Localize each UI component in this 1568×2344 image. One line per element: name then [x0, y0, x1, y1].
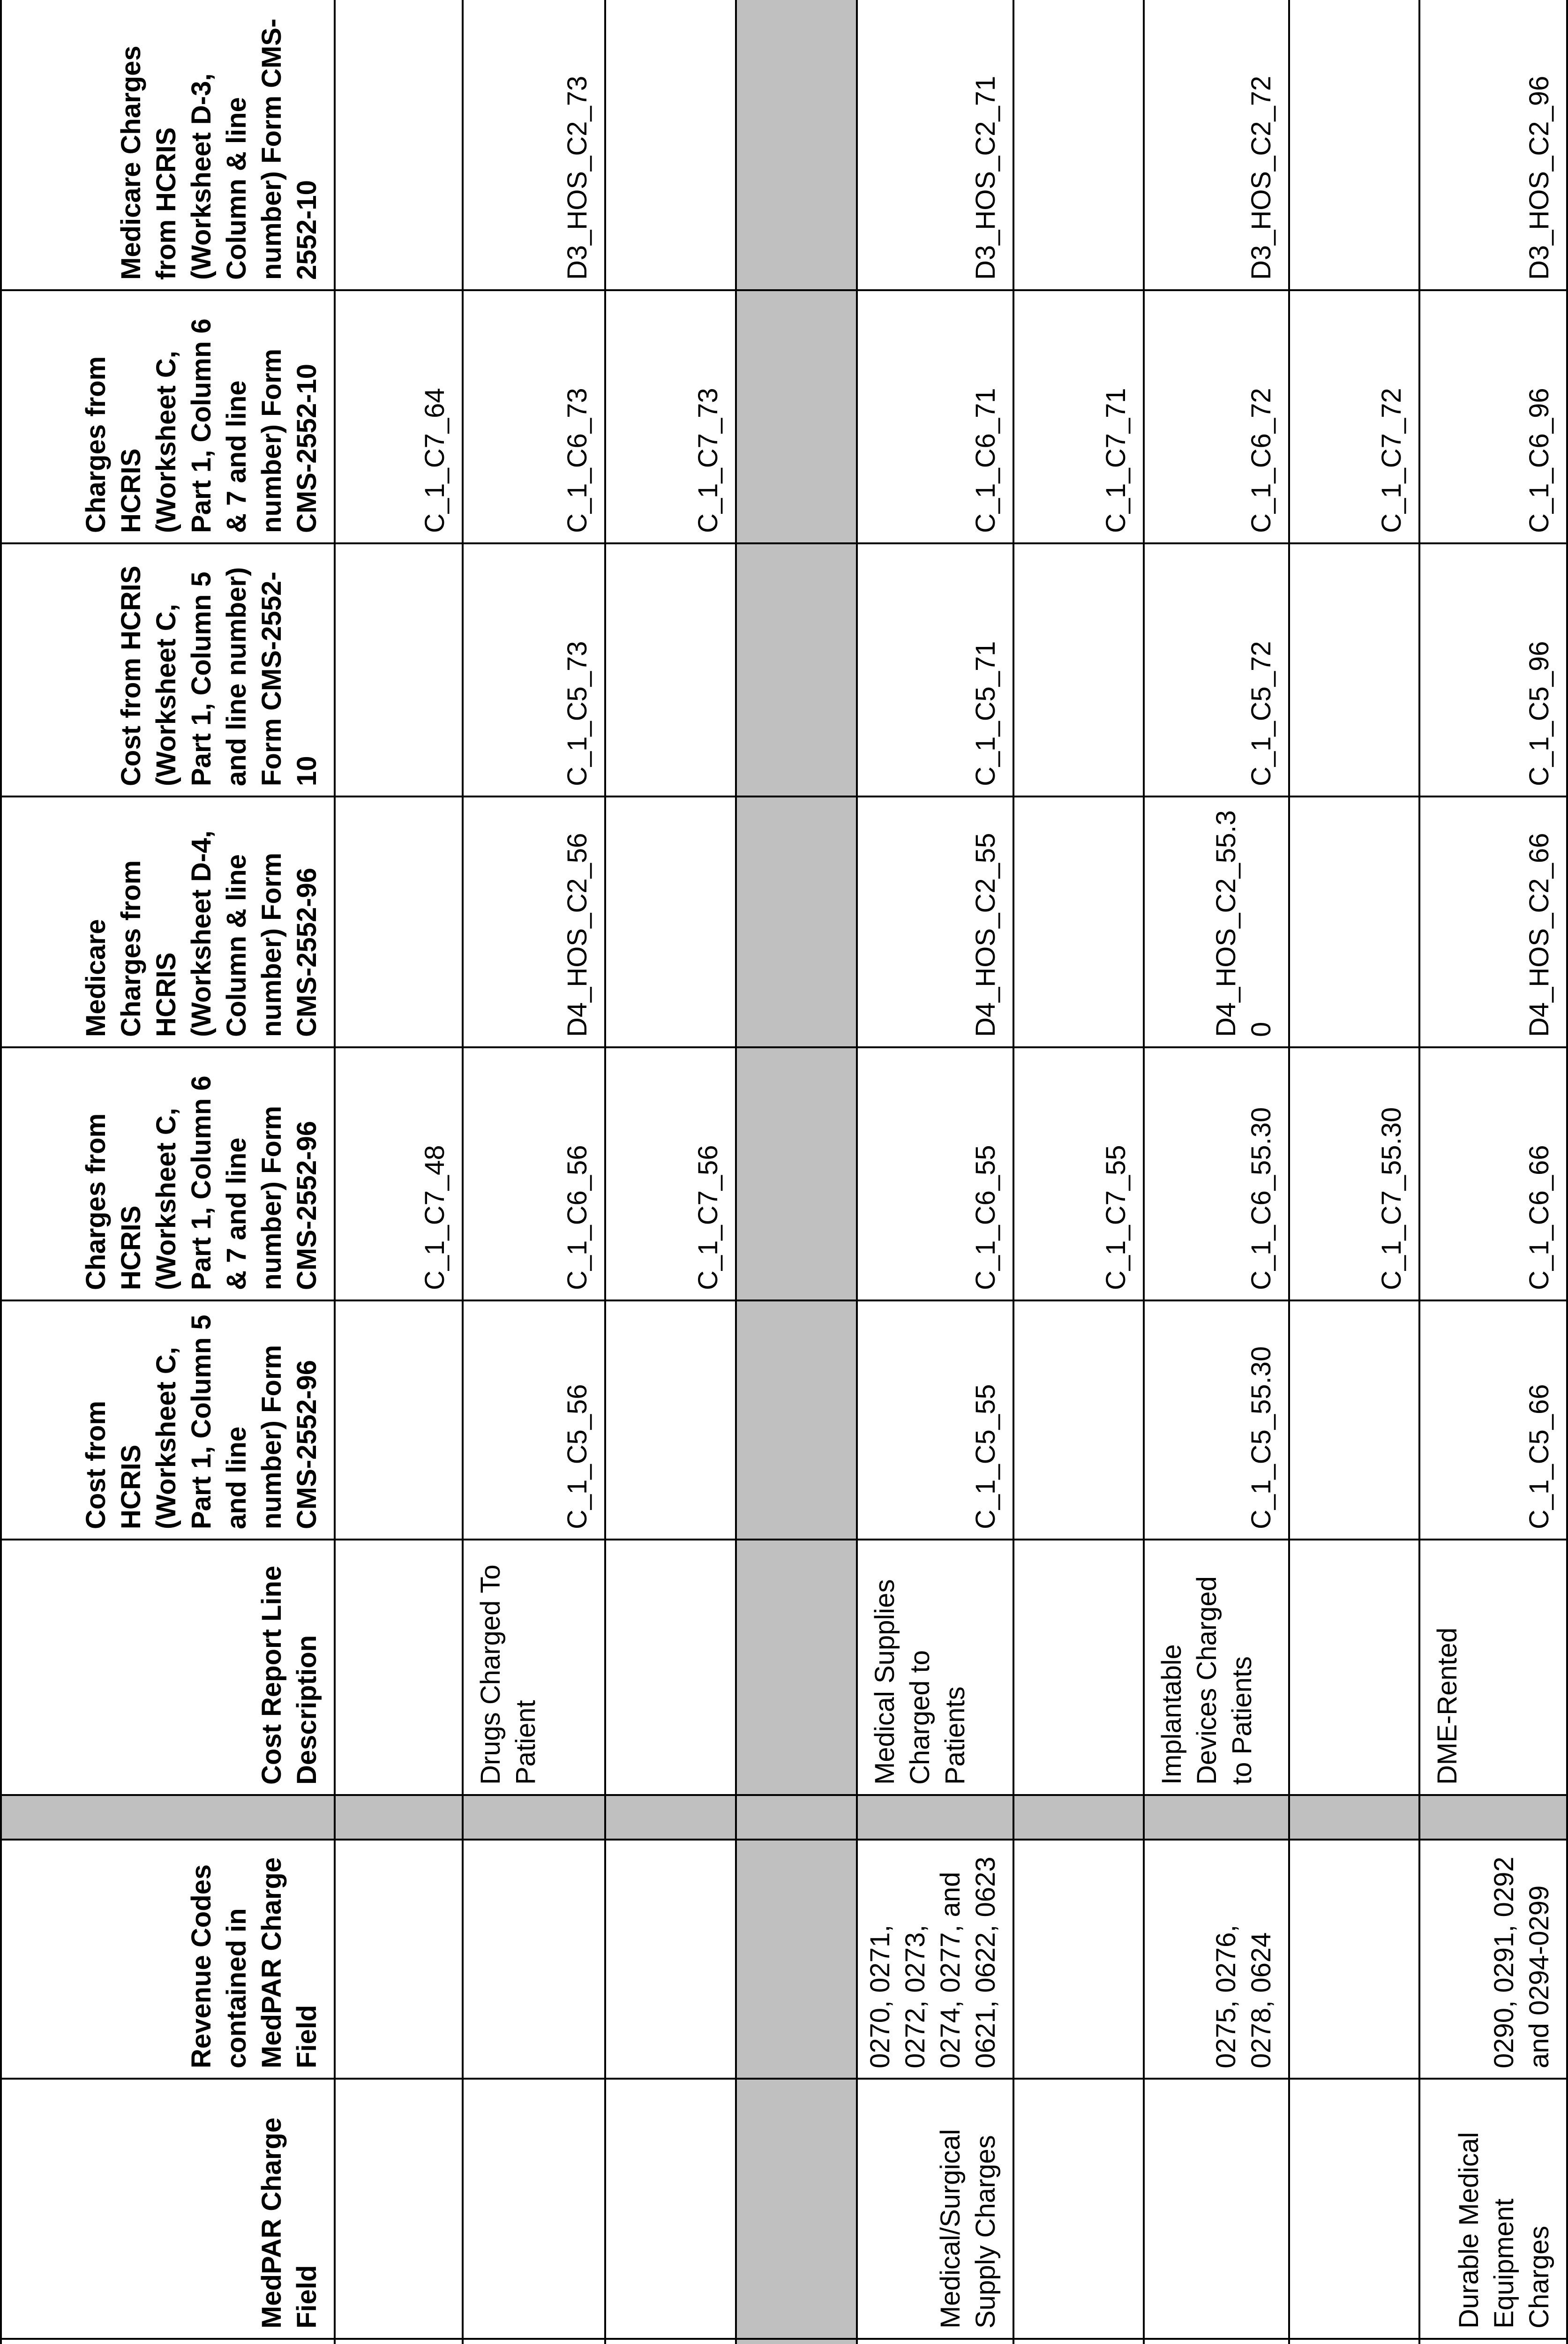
cell-medicare-10: [463, 0, 605, 290]
cell-cost-96: [605, 1300, 736, 1540]
cell-description: [736, 1540, 857, 1795]
cell-medicare-10: [1419, 0, 1567, 290]
column-header-medicare-10: [1, 0, 335, 290]
shaded-separator-cell: [1289, 1795, 1420, 1840]
cell-description: [463, 1540, 605, 1795]
cell-description: [335, 1540, 463, 1795]
cell-group: [736, 2339, 857, 2344]
cell-medpar: [1144, 2079, 1289, 2339]
cell-text: 0270, 0271, 0272, 0273, 0274, 0277, and 0621, 0622, 0623: [864, 1856, 1001, 2068]
cell-revenue: [1013, 1840, 1144, 2079]
cell-cost-10: [1289, 543, 1420, 796]
cell-charges-10: [1013, 290, 1144, 543]
cell-charges-96: [1013, 1047, 1144, 1300]
table-row: [1013, 0, 1144, 2344]
cell-text: C_1_C7_48: [420, 1145, 450, 1290]
cell-text: C_1_C6_66: [1524, 1145, 1554, 1290]
cell-charges-96: [857, 1047, 1013, 1300]
cell-medicare-96: [463, 796, 605, 1047]
shaded-separator-cell: [1419, 1795, 1567, 1840]
cell-revenue: [605, 1840, 736, 2079]
cell-description: [1144, 1540, 1289, 1795]
shaded-separator-cell: [335, 1795, 463, 1840]
cell-charges-96: [463, 1047, 605, 1300]
cell-text: D3_HOS_C2_72: [1245, 75, 1276, 280]
shaded-separator-cell: [463, 1795, 605, 1840]
cell-cost-96: [736, 1300, 857, 1540]
cell-text: 0275, 0276, 0278, 0624: [1210, 1924, 1276, 2068]
cell-cost-10: [1419, 543, 1567, 796]
cell-text: C_1_C5_56: [562, 1384, 593, 1529]
cell-medicare-10: [335, 0, 463, 290]
shaded-separator-cell: [1144, 1795, 1289, 1840]
column-header-revenue: [1, 1840, 335, 2079]
cell-medicare-10: [605, 0, 736, 290]
cell-text: C_1_C6_55: [970, 1145, 1001, 1290]
cell-charges-96: [605, 1047, 736, 1300]
shaded-separator-cell: [1013, 1795, 1144, 1840]
cell-text: C_1_C5_66: [1524, 1384, 1554, 1529]
cell-cost-10: [605, 543, 736, 796]
table-row: [605, 0, 736, 2344]
cell-group: [1144, 2339, 1289, 2344]
cell-charges-10: [335, 290, 463, 543]
cell-medpar: [1419, 2079, 1567, 2339]
cell-text: C_1_C6_72: [1245, 388, 1276, 533]
cell-text: D3_HOS_C2_71: [970, 75, 1001, 280]
cell-text: Implantable Devices Charged to Patients: [1156, 1576, 1258, 1785]
cell-cost-96: [335, 1300, 463, 1540]
cell-charges-10: [1419, 290, 1567, 543]
cell-revenue: [857, 1840, 1013, 2079]
cell-cost-10: [736, 543, 857, 796]
column-header-charges-10: [1, 290, 335, 543]
cell-group: [1289, 2339, 1420, 2344]
column-header-label: Cost from HCRIS (Worksheet C, Part 1, Column 5 and line number) Form CMS-2552-96: [80, 1315, 322, 1529]
cell-revenue: [736, 1840, 857, 2079]
cell-group: [335, 2339, 463, 2344]
column-header-label: Cost Report Line Description: [256, 1565, 322, 1785]
cell-text: Medical/Surgical Supply Charges: [935, 2129, 1001, 2329]
cell-cost-10: [857, 543, 1013, 796]
column-header-cost-96: [1, 1300, 335, 1540]
header-row: [1, 0, 335, 2344]
cell-medicare-96: [1289, 796, 1420, 1047]
cell-medicare-10: [857, 0, 1013, 290]
cell-medicare-96: [857, 796, 1013, 1047]
cell-text: DME-Rented: [1432, 1627, 1463, 1785]
table-row: [463, 0, 605, 2344]
cell-text: C_1_C7_56: [692, 1145, 723, 1290]
cell-medpar: [1013, 2079, 1144, 2339]
column-header-label: Charges from HCRIS (Worksheet C, Part 1, Column 6 & 7 and line number) Form CMS-2552-10: [80, 318, 322, 533]
cell-cost-96: [1144, 1300, 1289, 1540]
table-row: [335, 0, 463, 2344]
cell-revenue: [1289, 1840, 1420, 2079]
cell-cost-96: [857, 1300, 1013, 1540]
cell-description: [1013, 1540, 1144, 1795]
cell-description: [1289, 1540, 1420, 1795]
cell-revenue: [463, 1840, 605, 2079]
column-header-medpar: [1, 2079, 335, 2339]
column-header-label: Medicare Charges from HCRIS (Worksheet D-4, Column & line number) Form CMS-2552-96: [80, 830, 322, 1037]
table-row: [1144, 0, 1289, 2344]
cell-text: C_1_C7_64: [420, 388, 450, 533]
cell-text: C_1_C6_56: [562, 1145, 593, 1290]
column-header-charges-96: [1, 1047, 335, 1300]
cell-medpar: [605, 2079, 736, 2339]
shaded-separator-cell: [1, 1795, 335, 1840]
cell-medicare-96: [736, 796, 857, 1047]
cell-charges-96: [736, 1047, 857, 1300]
column-header-description: [1, 1540, 335, 1795]
cell-cost-96: [463, 1300, 605, 1540]
shaded-separator-row: [736, 0, 857, 2344]
cell-medpar: [463, 2079, 605, 2339]
cell-text: D4_HOS_C2_66: [1524, 833, 1554, 1037]
cell-text: C_1_C5_96: [1524, 641, 1554, 786]
table-row: [857, 0, 1013, 2344]
cell-cost-10: [335, 543, 463, 796]
cell-description: [1419, 1540, 1567, 1795]
cell-description: [857, 1540, 1013, 1795]
shaded-separator-cell: [605, 1795, 736, 1840]
column-header-label: MedPAR Charge Field: [256, 2117, 322, 2329]
cell-text: D4_HOS_C2_55: [970, 833, 1001, 1037]
table-row: [1289, 0, 1420, 2344]
cell-text: C_1_C7_71: [1101, 388, 1132, 533]
cell-charges-96: [1289, 1047, 1420, 1300]
cell-text: 0290, 0291, 0292 and 0294-0299: [1489, 1856, 1554, 2068]
cell-medicare-96: [1013, 796, 1144, 1047]
cell-text: C_1_C5_73: [562, 641, 593, 786]
cell-charges-10: [463, 290, 605, 543]
cell-cost-96: [1419, 1300, 1567, 1540]
column-header-label: Cost from HCRIS (Worksheet C, Part 1, Column 5 and line number) Form CMS-2552-10: [115, 565, 322, 786]
cell-charges-96: [335, 1047, 463, 1300]
cell-charges-10: [605, 290, 736, 543]
cell-text: C_1_C6_71: [970, 388, 1001, 533]
cell-text: C_1_C6_55.30: [1245, 1107, 1276, 1290]
cell-cost-96: [1289, 1300, 1420, 1540]
cell-medicare-10: [1289, 0, 1420, 290]
cell-revenue: [1419, 1840, 1567, 2079]
column-header-label: Medicare Charges from HCRIS (Worksheet D-3, Column & line number) Form CMS-2552-10: [115, 18, 322, 280]
cell-medicare-10: [1013, 0, 1144, 290]
cell-medpar: [857, 2079, 1013, 2339]
cell-charges-96: [1419, 1047, 1567, 1300]
cell-cost-96: [1013, 1300, 1144, 1540]
cell-medpar: [1289, 2079, 1420, 2339]
cell-medpar: [736, 2079, 857, 2339]
cell-cost-10: [1013, 543, 1144, 796]
cell-group: [1419, 2339, 1567, 2344]
column-header-medicare-96: [1, 796, 335, 1047]
cell-medpar: [335, 2079, 463, 2339]
table-row: [1419, 0, 1567, 2344]
cell-medicare-96: [1419, 796, 1567, 1047]
cell-text: D3_HOS_C2_96: [1524, 75, 1554, 280]
cell-text: D4_HOS_C2_55.30: [1210, 810, 1276, 1037]
cell-charges-10: [857, 290, 1013, 543]
column-header-label: Charges from HCRIS (Worksheet C, Part 1, Column 6 & 7 and line number) Form CMS-2552-96: [80, 1075, 322, 1290]
cell-revenue: [1144, 1840, 1289, 2079]
cell-group: [857, 2339, 1013, 2344]
cell-medicare-10: [736, 0, 857, 290]
cell-group: [605, 2339, 736, 2344]
cell-text: C_1_C6_73: [562, 388, 593, 533]
column-header-group: [1, 2339, 335, 2344]
cell-text: C_1_C5_71: [970, 641, 1001, 786]
cell-medicare-96: [1144, 796, 1289, 1047]
cell-text: D3_HOS_C2_73: [562, 75, 593, 280]
cell-charges-10: [1144, 290, 1289, 543]
cell-text: C_1_C5_55: [970, 1384, 1001, 1529]
cell-revenue: [335, 1840, 463, 2079]
cell-description: [605, 1540, 736, 1795]
column-header-label: Revenue Codes contained in MedPAR Charge Field: [186, 1857, 322, 2068]
cell-text: C_1_C6_96: [1524, 388, 1554, 533]
shaded-separator-cell: [857, 1795, 1013, 1840]
cell-group: [1013, 2339, 1144, 2344]
cell-text: Drugs Charged To Patient: [475, 1564, 541, 1785]
cell-medicare-10: [1144, 0, 1289, 290]
cell-charges-96: [1144, 1047, 1289, 1300]
cell-text: C_1_C7_73: [692, 388, 723, 533]
cell-text: C_1_C7_55.30: [1376, 1107, 1407, 1290]
cell-text: C_1_C5_55.30: [1245, 1346, 1276, 1529]
cell-text: Durable Medical Equipment Charges: [1454, 2132, 1554, 2329]
cell-text: C_1_C7_72: [1376, 388, 1407, 533]
cell-charges-10: [736, 290, 857, 543]
cell-charges-10: [1289, 290, 1420, 543]
cell-medicare-96: [605, 796, 736, 1047]
column-header-cost-10: [1, 543, 335, 796]
cell-medicare-96: [335, 796, 463, 1047]
cell-text: D4_HOS_C2_56: [562, 833, 593, 1037]
cell-text: Medical Supplies Charged to Patients: [869, 1579, 970, 1785]
cell-cost-10: [1144, 543, 1289, 796]
cell-cost-10: [463, 543, 605, 796]
cell-text: C_1_C7_55: [1101, 1145, 1132, 1290]
cell-text: C_1_C5_72: [1245, 641, 1276, 786]
cell-group: [463, 2339, 605, 2344]
shaded-separator-cell: [736, 1795, 857, 1840]
